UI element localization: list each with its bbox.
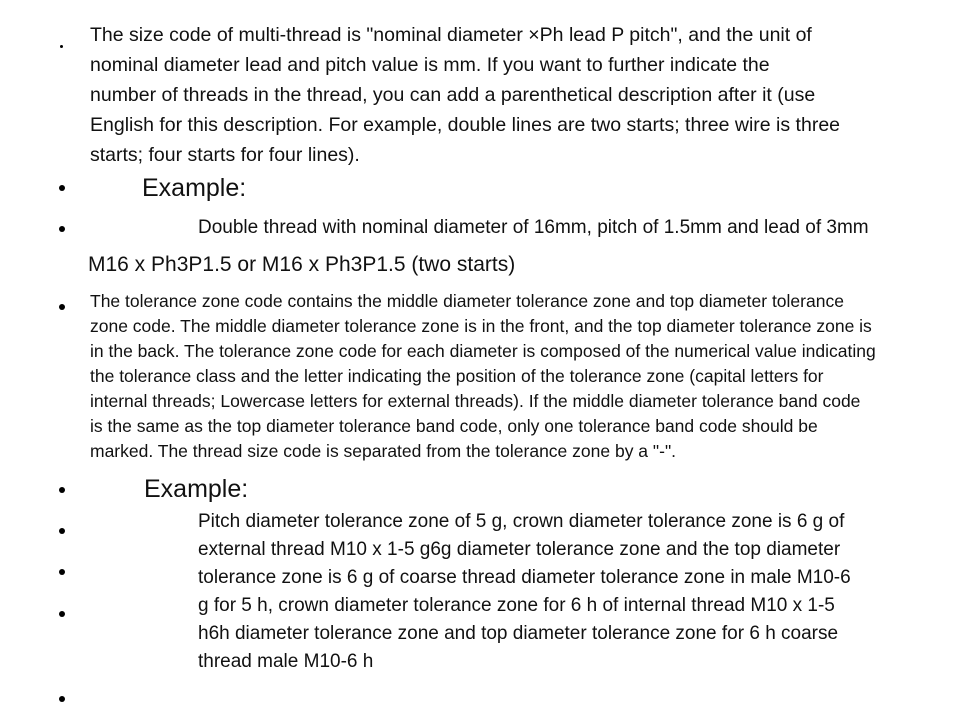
bullet-9 [59, 696, 65, 702]
bullet-4 [59, 304, 65, 310]
m16-thread-designation: M16 x Ph3P1.5 or M16 x Ph3P1.5 (two starts) [88, 253, 516, 276]
bullet-5 [59, 487, 65, 493]
bullet-7 [59, 569, 65, 575]
bullet-1 [60, 45, 63, 48]
bullet-2 [59, 185, 65, 191]
tolerance-zone-code-paragraph: The tolerance zone code contains the middle diameter tolerance zone and top diameter tolerance zone code. The middle diameter tolerance zone is in the front, and the top diameter tolerance zone is in the back. The tolerance zone code for each diameter is composed of the numerical value indicating the tolerance class and the letter indicating the position of the tolerance zone (capital letters for internal threads; Lowercase letters for external threads). If the middle diameter tolerance band code is the same as the top diameter tolerance band code, only one tolerance band code should be marked. The thread size code is separated from the tolerance zone by a "-". [90, 291, 876, 461]
example-heading-2: Example: [144, 475, 249, 503]
bullet-6 [59, 528, 65, 534]
tolerance-example-paragraph: Pitch diameter tolerance zone of 5 g, crown diameter tolerance zone is 6 g of external thread M10 x 1-5 g6g diameter tolerance zone and the top diameter tolerance zone is 6 g of coarse thread diameter tolerance zone in male M10-6 g for 5 h, crown diameter tolerance zone for 6 h of internal thread M10 x 1-5 h6h diameter tolerance zone and top diameter tolerance zone for 6 h coarse thread male M10-6 h [198, 511, 851, 672]
bullet-3 [59, 226, 65, 232]
double-thread-description: Double thread with nominal diameter of 16mm, pitch of 1.5mm and lead of 3mm [198, 217, 869, 238]
bullet-8 [59, 611, 65, 617]
multi-thread-size-code-paragraph: The size code of multi-thread is "nominal diameter ×Ph lead P pitch", and the unit of nominal diameter lead and pitch value is mm. If you want to further indicate the number of threads in the thread, you can add a parenthetical description after it (use English for this description. For example, double lines are two starts; three wire is three starts; four starts for four lines). [90, 24, 841, 166]
example-heading-1: Example: [142, 174, 247, 202]
